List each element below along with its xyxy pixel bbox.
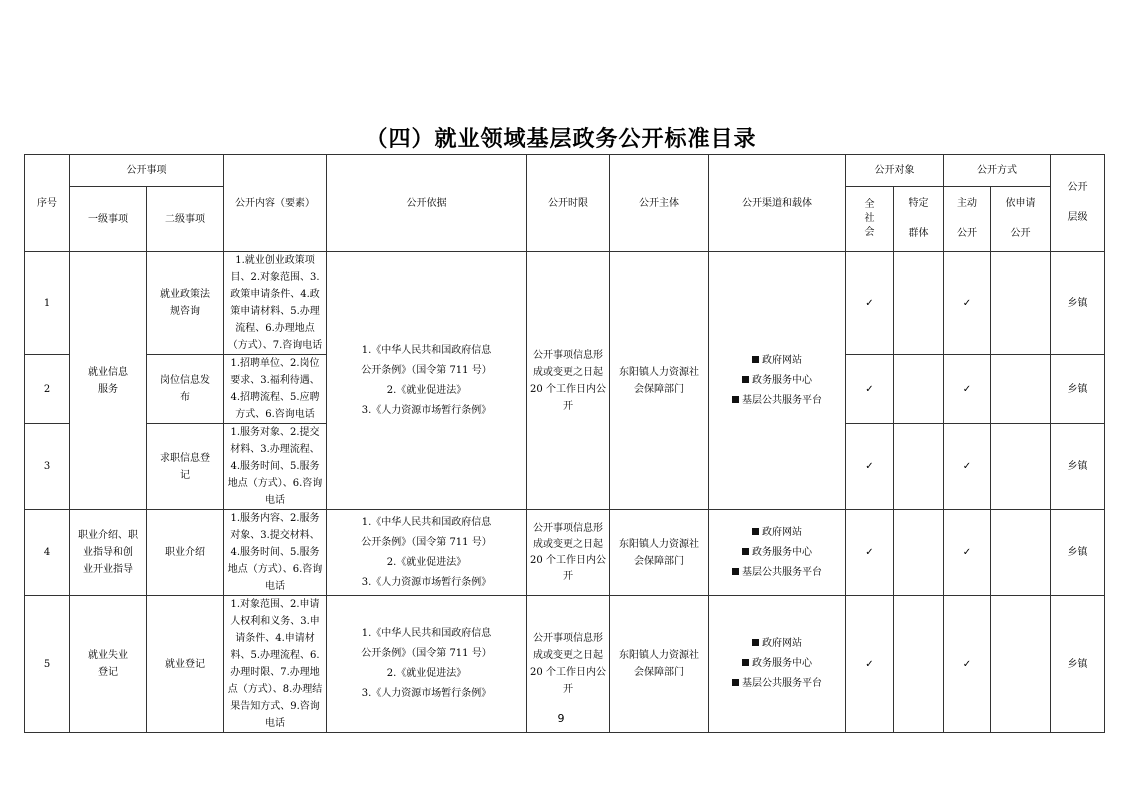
channel-item: 政府网站 <box>712 634 842 654</box>
row-seq: 5 <box>25 596 70 733</box>
header-level1: 一级事项 <box>70 187 147 252</box>
basis-line: 公开条例》（国令第 711 号） <box>361 364 492 376</box>
row-basis <box>327 252 527 510</box>
header-public-item: 公开事项 <box>70 155 224 187</box>
row-level: 乡镇 <box>1051 510 1105 596</box>
square-bullet-icon <box>752 356 759 363</box>
row-level2: 就业政策法规咨询 <box>147 252 224 355</box>
basis-line: 1.《中华人民共和国政府信息 <box>361 516 492 528</box>
check-icon: ✓ <box>846 252 894 355</box>
row-content: 1.招聘单位、2.岗位要求、3.福利待遇、4.招聘流程、5.应聘方式、6.咨询电话 <box>224 355 327 424</box>
header-level2: 二级事项 <box>147 187 224 252</box>
check-icon: ✓ <box>944 355 991 424</box>
empty-cell <box>894 355 944 424</box>
catalog-table <box>24 154 1105 733</box>
header-level <box>1051 155 1105 252</box>
row-level: 乡镇 <box>1051 252 1105 355</box>
header-target-all-char: 全 <box>864 199 875 210</box>
row-seq: 2 <box>25 355 70 424</box>
empty-cell <box>991 252 1051 355</box>
empty-cell <box>894 510 944 596</box>
square-bullet-icon <box>752 639 759 646</box>
table-row <box>25 252 1105 355</box>
basis-line: 1.《中华人民共和国政府信息 <box>361 628 492 639</box>
header-channel: 公开渠道和载体 <box>709 155 846 252</box>
square-bullet-icon <box>742 376 749 383</box>
check-icon: ✓ <box>944 596 991 733</box>
header-target-all-char: 会 <box>864 227 875 238</box>
header-target-all-char: 社 <box>864 213 875 224</box>
square-bullet-icon <box>732 679 739 686</box>
row-level2: 岗位信息发布 <box>147 355 224 424</box>
row-level1: 就业信息服务 <box>70 252 147 510</box>
basis-line: 2.《就业促进法》 <box>386 668 467 679</box>
basis-line: 1.《中华人民共和国政府信息 <box>361 344 492 356</box>
row-seq: 3 <box>25 424 70 510</box>
row-time-limit: 公开事项信息形成或变更之日起 20 个工作日内公开 <box>527 510 610 596</box>
row-subject: 东阳镇人力资源社会保障部门 <box>610 596 709 733</box>
header-time-limit: 公开时限 <box>527 155 610 252</box>
row-content: 1.就业创业政策项目、2.对象范围、3.政策申请条件、4.政策申请材料、5.办理流程、6.办理地点（方式）、7.咨询电话 <box>224 252 327 355</box>
header-basis: 公开依据 <box>327 155 527 252</box>
header-method-request <box>991 187 1051 252</box>
channel-item: 政务服务中心 <box>712 654 842 674</box>
header-subject: 公开主体 <box>610 155 709 252</box>
square-bullet-icon <box>742 548 749 555</box>
check-icon: ✓ <box>846 355 894 424</box>
empty-cell <box>894 252 944 355</box>
row-subject: 东阳镇人力资源社会保障部门 <box>610 510 709 596</box>
check-icon: ✓ <box>846 424 894 510</box>
header-content: 公开内容（要素） <box>224 155 327 252</box>
row-content: 1.对象范围、2.申请人权利和义务、3.申请条件、4.申请材料、5.办理流程、6.办理时限、7.办理地点（方式）、8.办理结果告知方式、9.咨询电话 <box>224 596 327 733</box>
header-level-line1: 公开 <box>1067 182 1088 193</box>
square-bullet-icon <box>732 568 739 575</box>
row-channel <box>709 252 846 510</box>
row-content: 1.服务对象、2.提交材料、3.办理流程、4.服务时间、5.服务地点（方式）、6.咨询电话 <box>224 424 327 510</box>
page-number: 9 <box>557 712 565 725</box>
header-target-specific <box>894 187 944 252</box>
header-method-request-line1: 依申请 <box>1005 198 1036 209</box>
row-level: 乡镇 <box>1051 355 1105 424</box>
basis-line: 3.《人力资源市场暂行条例》 <box>361 688 492 699</box>
check-icon: ✓ <box>944 252 991 355</box>
header-method-request-line2: 公开 <box>1010 228 1031 239</box>
row-basis <box>327 510 527 596</box>
row-channel <box>709 510 846 596</box>
header-method: 公开方式 <box>944 155 1051 187</box>
check-icon: ✓ <box>944 510 991 596</box>
channel-item: 政务服务中心 <box>712 371 842 391</box>
basis-line: 3.《人力资源市场暂行条例》 <box>361 404 492 416</box>
header-target-specific-line2: 群体 <box>908 228 929 239</box>
check-icon: ✓ <box>846 596 894 733</box>
check-icon: ✓ <box>944 424 991 510</box>
square-bullet-icon <box>752 528 759 535</box>
basis-line: 2.《就业促进法》 <box>386 556 467 568</box>
channel-item: 政务服务中心 <box>712 543 842 563</box>
row-level2: 就业登记 <box>147 596 224 733</box>
basis-line: 公开条例》（国令第 711 号） <box>361 648 492 659</box>
row-content: 1.服务内容、2.服务对象、3.提交材料、4.服务时间、5.服务地点（方式）、6.咨询电话 <box>224 510 327 596</box>
empty-cell <box>991 355 1051 424</box>
row-level: 乡镇 <box>1051 596 1105 733</box>
row-time-limit: 公开事项信息形成或变更之日起 20 个工作日内公开 <box>527 596 610 733</box>
square-bullet-icon <box>742 659 749 666</box>
basis-line: 2.《就业促进法》 <box>386 384 467 396</box>
header-method-active <box>944 187 991 252</box>
row-seq: 4 <box>25 510 70 596</box>
channel-item: 政府网站 <box>712 523 842 543</box>
header-target-specific-line1: 特定 <box>908 198 929 209</box>
header-seq: 序号 <box>25 155 70 252</box>
row-seq: 1 <box>25 252 70 355</box>
header-target: 公开对象 <box>846 155 944 187</box>
document-title: （四）就业领域基层政务公开标准目录 <box>365 126 757 152</box>
row-level2: 职业介绍 <box>147 510 224 596</box>
header-method-active-line2: 公开 <box>957 228 977 239</box>
table-row <box>25 510 1105 596</box>
row-level2: 求职信息登记 <box>147 424 224 510</box>
header-target-all <box>846 187 894 252</box>
check-icon: ✓ <box>846 510 894 596</box>
empty-cell <box>991 510 1051 596</box>
basis-line: 公开条例》（国令第 711 号） <box>361 536 492 548</box>
empty-cell <box>991 424 1051 510</box>
header-method-active-line1: 主动 <box>957 198 977 209</box>
channel-item: 政府网站 <box>712 351 842 371</box>
row-level1: 就业失业登记 <box>70 596 147 733</box>
row-time-limit: 公开事项信息形成或变更之日起 20 个工作日内公开 <box>527 252 610 510</box>
header-level-line2: 层级 <box>1067 212 1088 223</box>
basis-line: 3.《人力资源市场暂行条例》 <box>361 576 492 588</box>
channel-item: 基层公共服务平台 <box>712 674 842 694</box>
row-subject: 东阳镇人力资源社会保障部门 <box>610 252 709 510</box>
square-bullet-icon <box>732 396 739 403</box>
channel-item: 基层公共服务平台 <box>712 391 842 411</box>
empty-cell <box>894 424 944 510</box>
channel-item: 基层公共服务平台 <box>712 563 842 583</box>
row-level: 乡镇 <box>1051 424 1105 510</box>
row-level1: 职业介绍、职 业指导和创 业开业指导 <box>70 510 147 596</box>
